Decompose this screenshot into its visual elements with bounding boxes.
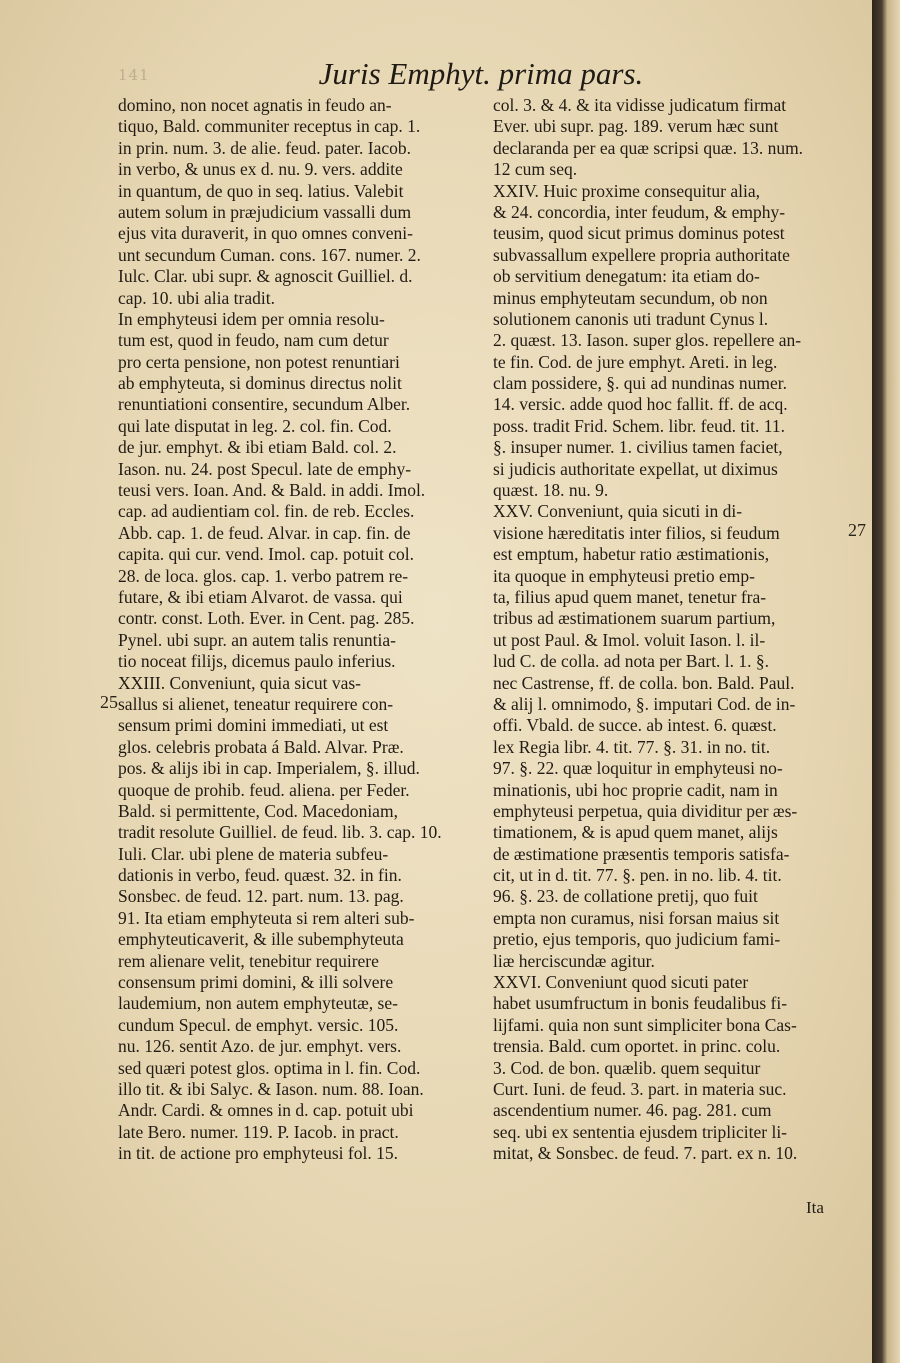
text-line: domino, non nocet agnatis in feudo an- <box>118 95 392 115</box>
text-line: minus emphyteutam secundum, ob non <box>493 287 768 308</box>
text-line: qui late disputat in leg. 2. col. fin. Cod. <box>118 415 392 436</box>
text-line: capita. qui cur. vend. Imol. cap. potuit col. <box>118 544 414 565</box>
text-line: in prin. num. 3. de alie. feud. pater. Iacob. <box>118 137 412 158</box>
text-line: quæst. 18. nu. 9. <box>493 480 609 501</box>
text-line: de jur. emphyt. & ibi etiam Bald. col. 2. <box>118 437 397 458</box>
text-line: tio noceat filijs, dicemus paulo inferius. <box>118 651 396 672</box>
page-number: 141 <box>118 66 150 84</box>
text-line: solutionem canonis uti tradunt Cynus l. <box>493 308 769 329</box>
text-line: Curt. Iuni. de feud. 3. part. in materia suc. <box>493 1078 787 1099</box>
text-line: 3. Cod. de bon. quælib. quem sequitur <box>493 1057 761 1078</box>
text-line: Andr. Cardi. & omnes in d. cap. potuit ubi <box>118 1100 414 1121</box>
text-line: tiquo, Bald. communiter receptus in cap. 1. <box>118 116 421 137</box>
text-line: lex Regia libr. 4. tit. 77. §. 31. in no. tit. <box>493 736 771 757</box>
book-gutter <box>872 0 900 1363</box>
text-line: ob servitium denegatum: ita etiam do- <box>493 266 760 287</box>
text-line: contr. const. Loth. Ever. in Cent. pag. 285. <box>118 608 415 629</box>
text-line: lud C. de colla. ad nota per Bart. l. 1. §. <box>493 651 770 672</box>
text-line: sed quæri potest glos. optima in l. fin. Cod. <box>118 1057 421 1078</box>
text-line: nec Castrense, ff. de colla. bon. Bald. Paul. <box>493 672 795 693</box>
text-line: poss. tradit Frid. Schem. libr. feud. tit. 11. <box>493 415 785 436</box>
text-line: teusim, quod sicut primus dominus potest <box>493 223 785 244</box>
text-line: Abb. cap. 1. de feud. Alvar. in cap. fin. de <box>118 522 411 543</box>
text-line: visione hæreditatis inter filios, si feudum <box>493 522 780 543</box>
text-line: declaranda per ea quæ scripsi quæ. 13. num. <box>493 137 804 158</box>
text-line: In emphyteusi idem per omnia resolu- <box>118 308 385 329</box>
text-line: ita quoque in emphyteusi pretio emp- <box>493 565 755 586</box>
text-line: 12 cum seq. <box>493 159 578 180</box>
text-line: & 24. concordia, inter feudum, & emphy- <box>493 201 786 222</box>
text-line: tradit resolute Guilliel. de feud. lib. 3. cap. 10. <box>118 822 442 843</box>
text-line: si judicis authoritate expellat, ut diximus <box>493 458 778 479</box>
text-line: 14. versic. adde quod hoc fallit. ff. de acq. <box>493 394 788 415</box>
text-line: cap. ad audientiam col. fin. de reb. Eccles. <box>118 501 415 522</box>
text-line: autem solum in præjudicium vassalli dum <box>118 201 412 222</box>
text-line: cundum Specul. de emphyt. versic. 105. <box>118 1014 399 1035</box>
text-line: Pynel. ubi supr. an autem talis renuntia- <box>118 629 397 650</box>
text-line: habet usumfructum in bonis feudalibus fi- <box>493 993 788 1014</box>
text-line: XXV. Conveniunt, quia sicuti in di- <box>493 501 743 522</box>
text-line: ascendentium numer. 46. pag. 281. cum <box>493 1100 772 1121</box>
text-line: quoque de prohib. feud. aliena. per Feder. <box>118 779 410 800</box>
text-line: glos. celebris probata á Bald. Alvar. Præ. <box>118 736 404 757</box>
text-line: dationis in verbo, feud. quæst. 32. in fin. <box>118 865 402 886</box>
text-line: in verbo, & unus ex d. nu. 9. vers. addite <box>118 159 403 180</box>
text-line: pretio, ejus temporis, quo judicium fami- <box>493 929 781 950</box>
text-line: est emptum, habetur ratio æstimationis, <box>493 544 770 565</box>
text-line: illo tit. & ibi Salyc. & Iason. num. 88. Ioan. <box>118 1078 424 1099</box>
text-line: subvassallum expellere propria authoritate <box>493 244 790 265</box>
text-line: XXIII. Conveniunt, quia sicut vas- <box>118 672 362 693</box>
text-line: XXVI. Conveniunt quod sicuti pater <box>493 972 749 993</box>
text-line: mitat, & Sonsbec. de feud. 7. part. ex n. 10. <box>493 1143 798 1164</box>
text-line: teusi vers. Ioan. And. & Bald. in addi. Imol. <box>118 480 426 501</box>
text-line: tum est, quod in feudo, nam cum detur <box>118 330 389 351</box>
text-line: lijfami. quia non sunt simpliciter bona Cas- <box>493 1014 797 1035</box>
text-line: sensum primi domini immediati, ut est <box>118 715 389 736</box>
text-line: Bald. si permittente, Cod. Macedoniam, <box>118 800 398 821</box>
text-line: §. insuper numer. 1. civilius tamen faciet, <box>493 437 783 458</box>
text-line: in tit. de actione pro emphyteusi fol. 15. <box>118 1143 398 1164</box>
text-line: Iulc. Clar. ubi supr. & agnoscit Guilliel. d. <box>118 266 413 287</box>
text-line: nu. 126. sentit Azo. de jur. emphyt. vers. <box>118 1036 402 1057</box>
text-line: ejus vita duraverit, in quo omnes conveni- <box>118 223 413 244</box>
text-line: & alij l. omnimodo, §. imputari Cod. de in- <box>493 693 796 714</box>
running-head: Juris Emphyt. prima pars. <box>318 56 644 91</box>
text-line: 91. Ita etiam emphyteuta si rem alteri sub- <box>118 907 415 928</box>
text-line: Iuli. Clar. ubi plene de materia subfeu- <box>118 843 389 864</box>
text-line: offi. Vbald. de succe. ab intest. 6. quæst. <box>493 715 777 736</box>
text-line: late Bero. numer. 119. P. Iacob. in pract. <box>118 1121 399 1142</box>
text-line: futare, & ibi etiam Alvarot. de vassa. qui <box>118 586 403 607</box>
text-line: cap. 10. ubi alia tradit. <box>118 287 275 308</box>
text-line: te fin. Cod. de jure emphyt. Areti. in leg. <box>493 351 778 372</box>
text-line: timationem, & is apud quem manet, alijs <box>493 822 778 843</box>
text-line: laudemium, non autem emphyteutæ, se- <box>118 993 398 1014</box>
text-line: XXIV. Huic proxime consequitur alia, <box>493 180 760 201</box>
catchword: Ita <box>806 1198 824 1217</box>
text-line: ab emphyteuta, si dominus directus nolit <box>118 373 402 394</box>
text-line: empta non curamus, nisi forsan maius sit <box>493 907 780 928</box>
text-line: renuntiationi consentire, secundum Alber. <box>118 394 411 415</box>
text-line: liæ herciscundæ agitur. <box>493 950 655 971</box>
text-line: clam possidere, §. qui ad nundinas numer. <box>493 373 788 394</box>
right-column <box>493 95 850 1165</box>
text-line: ta, filius apud quem manet, tenetur fra- <box>493 586 767 607</box>
text-line: col. 3. & 4. & ita vidisse judicatum firmat <box>493 95 787 115</box>
margin-number-left: 25 <box>100 692 118 712</box>
text-line: 96. §. 23. de collatione pretij, quo fuit <box>493 886 758 907</box>
text-line: pos. & alijs ibi in cap. Imperialem, §. illud. <box>118 758 420 779</box>
text-line: Ever. ubi supr. pag. 189. verum hæc sunt <box>493 116 779 137</box>
text-line: rem alienare velit, tenebitur requirere <box>118 950 379 971</box>
text-line: Sonsbec. de feud. 12. part. num. 13. pag. <box>118 886 404 907</box>
text-line: emphyteuticaverit, & ille subemphyteuta <box>118 929 404 950</box>
margin-number-right: 27 <box>848 520 866 540</box>
text-line: seq. ubi ex sententia ejusdem tripliciter li- <box>493 1121 788 1142</box>
text-line: 97. §. 22. quæ loquitur in emphyteusi no- <box>493 758 783 779</box>
text-line: Iason. nu. 24. post Specul. late de emphy- <box>118 458 412 479</box>
text-line: in quantum, de quo in seq. latius. Valebit <box>118 180 404 201</box>
text-line: pro certa pensione, non potest renuntiari <box>118 351 400 372</box>
left-column <box>118 95 472 1165</box>
text-line: unt secundum Cuman. cons. 167. numer. 2. <box>118 244 421 265</box>
text-line: de æstimatione præsentis temporis satisfa- <box>493 843 790 864</box>
text-line: ut post Paul. & Imol. voluit Iason. l. il- <box>493 629 766 650</box>
text-line: cit, ut in d. tit. 77. §. pen. in no. lib. 4. tit. <box>493 865 782 886</box>
text-line: tribus ad æstimationem suarum partium, <box>493 608 776 629</box>
text-line: sallus si alienet, teneatur requirere con- <box>118 693 394 714</box>
text-line: emphyteusi perpetua, quia dividitur per æs- <box>493 800 798 821</box>
text-line: minationis, ubi hoc proprie cadit, nam in <box>493 779 778 800</box>
text-line: 28. de loca. glos. cap. 1. verbo patrem re- <box>118 565 409 586</box>
text-line: 2. quæst. 13. Iason. super glos. repellere an- <box>493 330 802 351</box>
text-line: trensia. Bald. cum oportet. in princ. colu. <box>493 1036 781 1057</box>
text-line: consensum primi domini, & illi solvere <box>118 972 394 993</box>
